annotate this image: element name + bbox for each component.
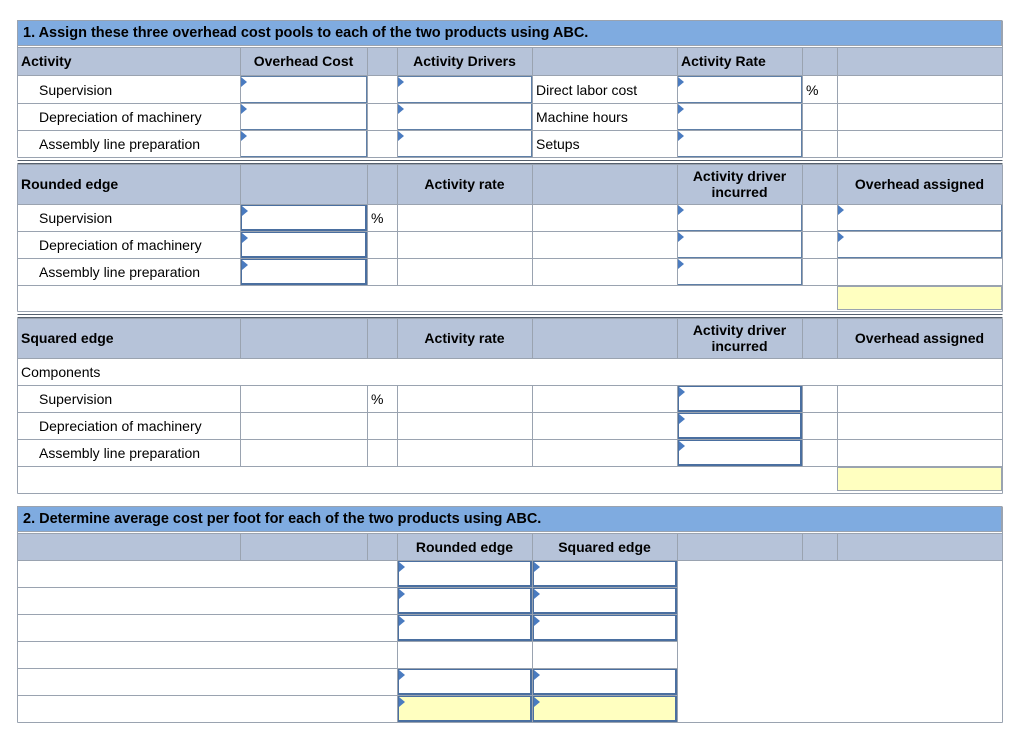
rounded-label-supervision: Supervision [39,209,113,226]
header-activity-drivers: Activity Drivers [397,47,532,75]
section1-title: 1. Assign these three overhead cost pools to each of the two products using ABC. [17,20,1002,46]
squared-driver-incurred-header: Activity driver incurred [677,318,802,358]
section2-header-rounded: Rounded edge [415,538,514,555]
driver-label-machine-hours: Machine hours [536,108,628,125]
activity-label-depreciation: Depreciation of machinery [39,108,202,125]
header-activity-rate: Activity Rate [677,47,1002,75]
squared-activity-rate-header: Activity rate [424,330,505,346]
squared-overhead-assigned-header: Overhead assigned [837,318,1002,358]
squared-label-supervision: Supervision [39,390,113,407]
percent-symbol: % [806,81,819,98]
section2-title: 2. Determine average cost per foot for each of the two products using ABC. [17,506,1002,532]
header-activity: Activity [17,47,240,75]
squared-components-label: Components [21,363,101,380]
section2-header-squared: Squared edge [558,538,651,555]
rounded-activity-rate-header: Activity rate [424,176,505,192]
squared-label-assembly: Assembly line preparation [39,444,201,461]
squared-label-depreciation: Depreciation of machinery [39,417,202,434]
squared-percent-symbol: % [371,390,384,407]
rounded-percent-symbol: % [371,209,384,226]
activity-label-supervision: Supervision [39,81,113,98]
rounded-label-depreciation: Depreciation of machinery [39,236,202,253]
rounded-edge-title: Rounded edge [17,164,240,204]
rounded-label-assembly: Assembly line preparation [39,263,201,280]
header-overhead-cost: Overhead Cost [240,47,367,75]
rounded-overhead-assigned-header: Overhead assigned [837,164,1002,204]
rounded-driver-incurred-header: Activity driver incurred [677,164,802,204]
activity-label-assembly: Assembly line preparation [39,135,201,152]
squared-edge-title: Squared edge [17,318,240,358]
driver-label-setups: Setups [536,135,580,152]
driver-label-direct-labor: Direct labor cost [536,81,638,98]
